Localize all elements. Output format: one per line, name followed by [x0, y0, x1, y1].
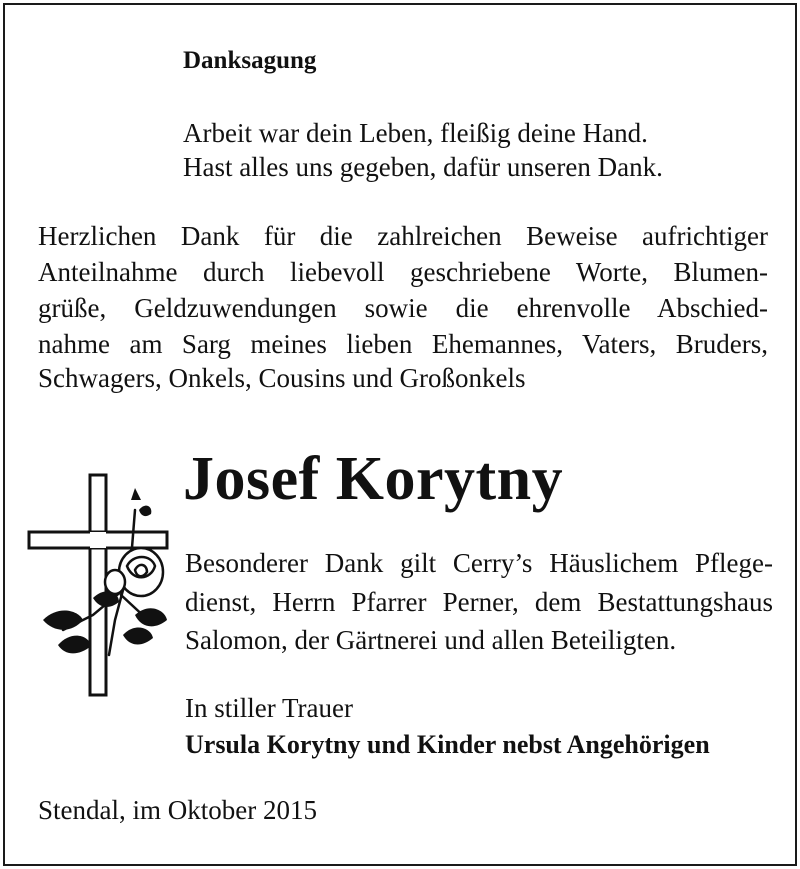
thanks-line: grüße, Geldzuwendungen sowie die ehrenvolle Abschied- [38, 293, 768, 323]
place-and-date: Stendal, im Oktober 2015 [38, 795, 317, 825]
special-thanks-line: Salomon, der Gärtnerei und allen Beteiligten. [185, 625, 677, 655]
cross-with-rose-icon [23, 470, 173, 700]
poem-line: Arbeit war dein Leben, fleißig deine Hand. [183, 118, 648, 148]
special-thanks-line: Besonderer Dank gilt Cerry’s Häuslichem Pflege- [185, 548, 773, 578]
thanks-line: Anteilnahme durch liebevoll geschriebene Worte, Blumen- [38, 257, 768, 287]
obituary-notice [3, 3, 797, 866]
special-thanks-line: dienst, Herrn Pfarrer Perner, dem Bestattungshaus [185, 587, 773, 617]
deceased-name: Josef Korytny [183, 445, 564, 513]
notice-heading: Danksagung [183, 47, 317, 74]
poem-line: Hast alles uns gegeben, dafür unseren Dank. [183, 152, 663, 182]
mourners-names: Ursula Korytny und Kinder nebst Angehörigen [185, 730, 710, 759]
thanks-line: nahme am Sarg meines lieben Ehemannes, Vaters, Bruders, [38, 329, 768, 359]
thanks-line: Schwagers, Onkels, Cousins und Großonkels [38, 363, 526, 393]
thanks-line: Herzlichen Dank für die zahlreichen Beweise aufrichtiger [38, 221, 768, 251]
mourning-phrase: In stiller Trauer [185, 693, 353, 723]
